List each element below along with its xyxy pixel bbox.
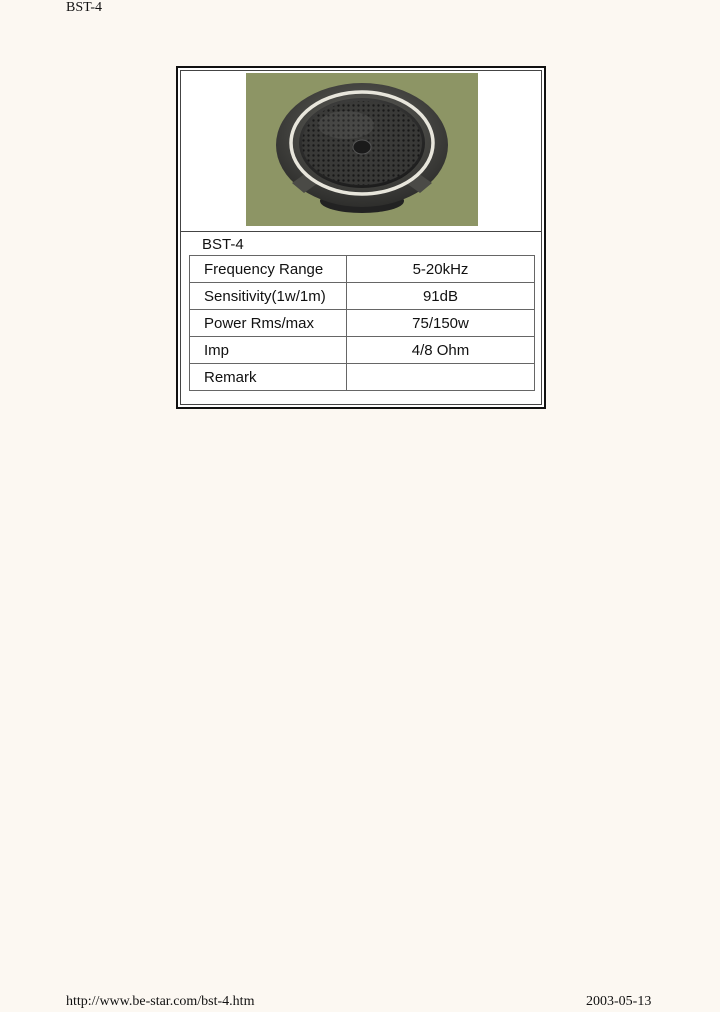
tweeter-speaker-photo (246, 73, 478, 226)
footer-url: http://www.be-star.com/bst-4.htm (66, 994, 255, 1009)
model-label: BST-4 (202, 236, 244, 253)
table-row (190, 364, 535, 391)
spec-label: Frequency Range (190, 256, 347, 283)
spec-label: Power Rms/max (190, 310, 347, 337)
spec-value (347, 364, 535, 391)
product-photo-area (181, 71, 541, 232)
table-row (190, 256, 535, 283)
table-row (190, 283, 535, 310)
spec-section (181, 234, 541, 404)
product-card-inner (180, 70, 542, 405)
spec-label: Imp (190, 337, 347, 364)
footer-date: 2003-05-13 (586, 994, 652, 1009)
spec-table (189, 255, 535, 391)
table-row (190, 310, 535, 337)
spec-label: Remark (190, 364, 347, 391)
spec-label: Sensitivity(1w/1m) (190, 283, 347, 310)
product-card (176, 66, 546, 409)
speaker-illustration (246, 73, 478, 226)
table-row (190, 337, 535, 364)
spec-value: 75/150w (347, 310, 535, 337)
spec-value: 91dB (347, 283, 535, 310)
spec-value: 4/8 Ohm (347, 337, 535, 364)
spec-value: 5-20kHz (347, 256, 535, 283)
page-header-title: BST-4 (66, 0, 103, 15)
